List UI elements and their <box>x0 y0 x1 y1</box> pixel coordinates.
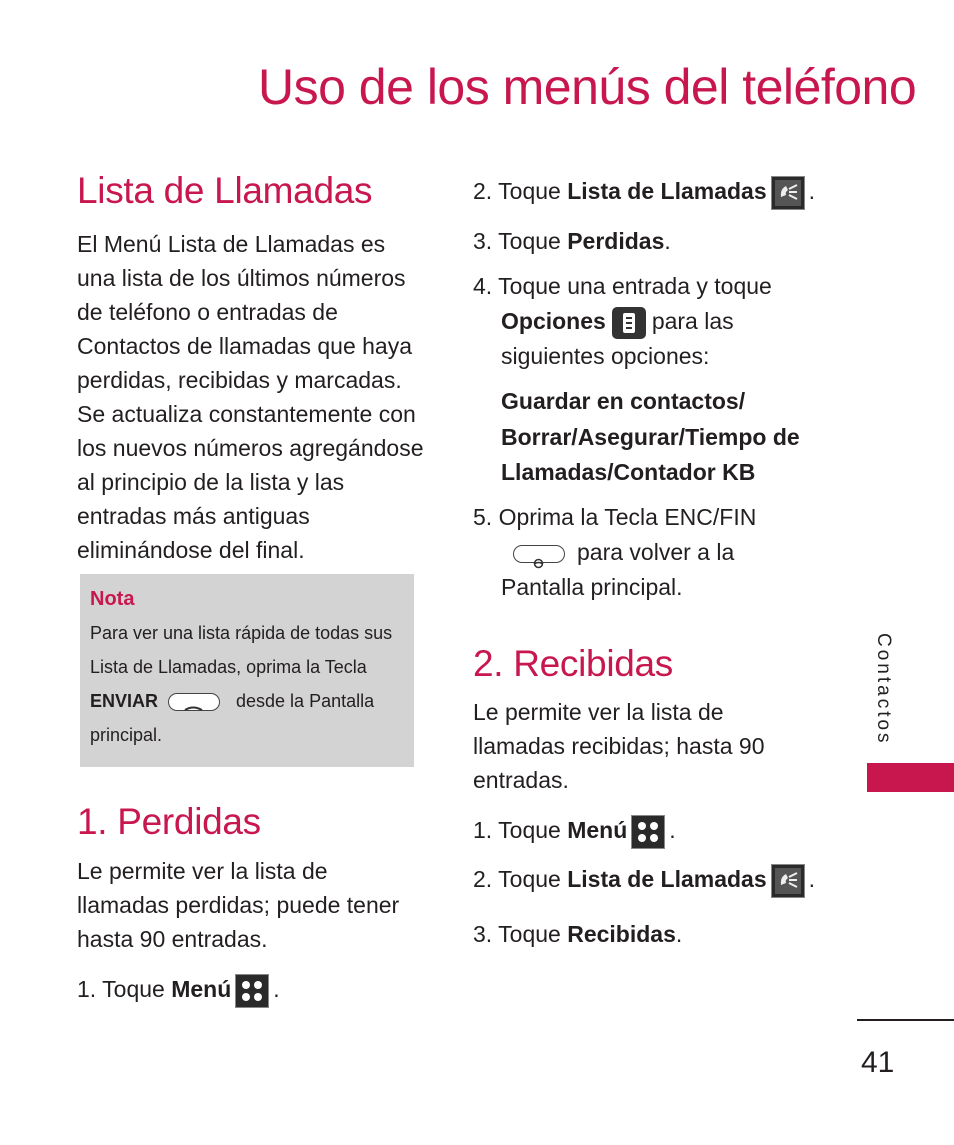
call-list-icon <box>771 864 805 898</box>
lista-step-5: 5. Oprima la Tecla ENC/FIN <box>473 504 757 530</box>
options-icon <box>612 307 646 339</box>
page-title: Uso de los menús del teléfono <box>258 59 917 115</box>
perdidas-description: Le permite ver la lista de llamadas perdidas; puede tener hasta 90 entradas. <box>77 858 400 952</box>
lista-step-5-line-2: para volver a la <box>509 535 734 569</box>
footer-rule <box>857 1019 954 1021</box>
section-heading-perdidas: 1. Perdidas <box>77 801 261 842</box>
recibidas-step-3: 3. Toque Recibidas. <box>473 921 683 947</box>
lista-step-4-line-2: Opciones para las <box>501 304 734 339</box>
recibidas-step-2: 2. Toque Lista de Llamadas . <box>473 862 815 898</box>
recibidas-step-1: 1. Toque Menú . <box>473 813 676 849</box>
section-heading-recibidas: 2. Recibidas <box>473 643 674 684</box>
lista-step-2: 2. Toque Lista de Llamadas . <box>473 174 815 210</box>
note-body <box>90 616 404 752</box>
lista-step-3: 3. Toque Perdidas. <box>473 228 671 254</box>
intro-paragraph: El Menú Lista de Llamadas es una lista de los últimos números de teléfono o entradas de Contactos de llamadas que haya perdidas, recibidas y marcadas. Se actualiza constantemente con los nuevos números agregándose al principio de la lista y las entradas más antiguas eliminándose del final. <box>77 231 424 563</box>
lista-step-5-line-3: Pantalla principal. <box>501 574 683 600</box>
menu-grid-icon <box>631 815 665 849</box>
note-text-2: desde la Pantalla principal. <box>90 691 375 745</box>
lista-step-4-line-3: siguientes opciones: <box>501 343 710 369</box>
options-line-2: Borrar/Asegurar/Tiempo de <box>501 424 800 450</box>
section-heading-lista: Lista de Llamadas <box>77 170 373 211</box>
options-line-3: Llamadas/Contador KB <box>501 459 756 485</box>
note-text-1: Para ver una lista rápida de todas sus Lista de Llamadas, oprima la Tecla <box>90 623 393 677</box>
section-tab-marker <box>867 763 954 792</box>
send-key-icon <box>168 693 220 711</box>
side-section-label: Contactos <box>873 633 894 746</box>
note-title: Nota <box>90 588 135 610</box>
recibidas-description: Le permite ver la lista de llamadas recibidas; hasta 90 entradas. <box>473 699 765 793</box>
options-line-1: Guardar en contactos/ <box>501 388 746 414</box>
note-box <box>80 574 414 767</box>
note-key-label: ENVIAR <box>90 691 159 711</box>
end-key-icon <box>513 545 565 563</box>
menu-grid-icon <box>235 974 269 1008</box>
lista-step-4: 4. Toque una entrada y toque <box>473 273 772 299</box>
page-number: 41 <box>861 1046 895 1079</box>
call-list-icon <box>771 176 805 210</box>
perdidas-step-1: 1. Toque Menú . <box>77 972 280 1008</box>
